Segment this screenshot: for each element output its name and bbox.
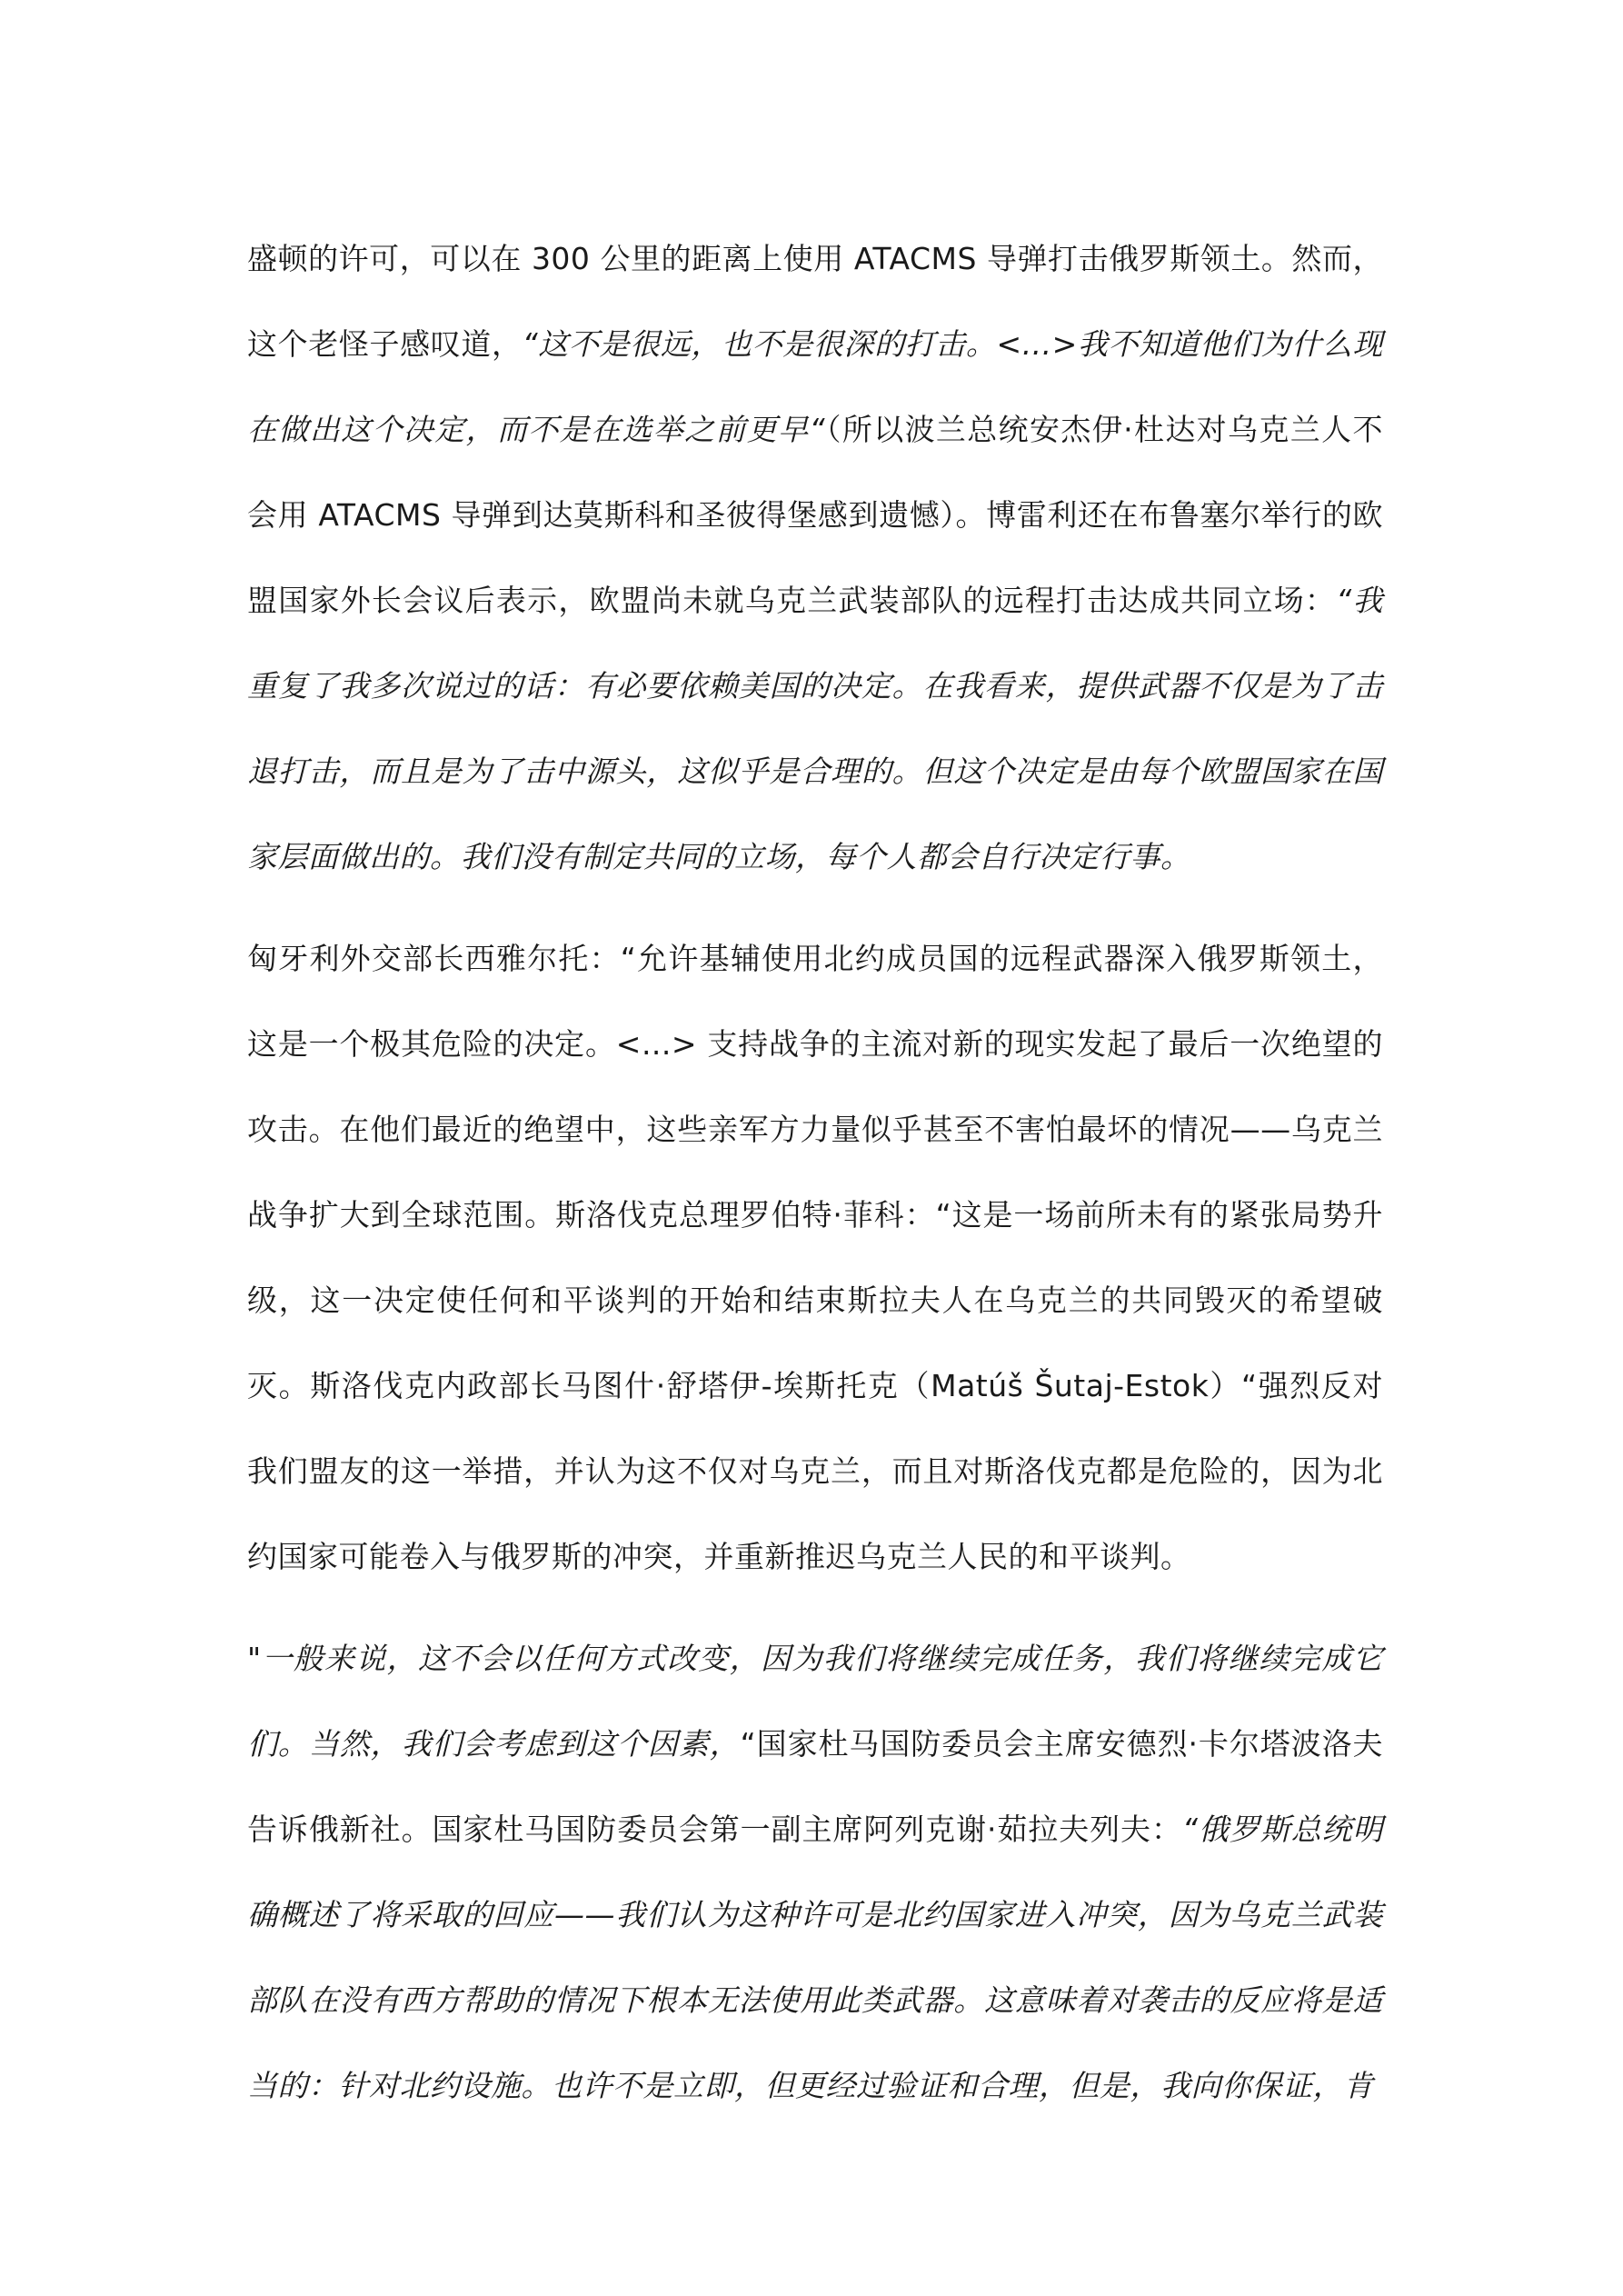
paragraph-2-text-1: 匈牙利外交部长西雅尔托：“允许基辅使用北约成员国的远程武器深入俄罗斯领土，这是一个极其危险的决定。<...> 支持战争的主流对新的现实发起了最后一次绝望的攻击。在他们最近的绝望中，这些亲军方力量似乎甚至不害怕最坏的情况——乌克兰战争扩大到全球范围。斯洛伐克总理罗伯特·菲科：“这是一场前所未有的紧张局势升级，这一决定使任何和平谈判的开始和结束斯拉夫人在乌克兰的共同毁灭的希望破灭。斯洛伐克内政部长马图什·舒塔伊-埃斯托克（Matúš Šutaj-Estok）“强烈反对我们盟友的这一举措，并认为这不仅对乌克兰，而且对斯洛伐克都是危险的，因为北约国家可能卷入与俄罗斯的冲突，并重新推迟乌克兰人民的和平谈判。 <box>247 941 1383 1574</box>
paragraph-3-quote-2: “俄罗斯总统明确概述了将采取的回应——我们认为这种许可是北约国家进入冲突，因为乌克兰武装部队在没有西方帮助的情况下根本无法使用此类武器。这意味着对袭击的反应将是适当的：针对北约设施。也许不是立即，但更经过验证和合理，但是，我向你保证，肯 <box>247 1812 1383 2103</box>
paragraph-1-text-2: （所以波兰总统安杰伊·杜达对乌克兰人不会用 ATACMS 导弹到达莫斯科和圣彼得堡感到遗憾）。博雷利还在布鲁塞尔举行的欧盟国家外长会议后表示，欧盟尚未就乌克兰武装部队的远程打击达成共同立场： <box>247 412 1383 618</box>
paragraph-1-quote-2: “我重复了我多次说过的话：有必要依赖美国的决定。在我看来，提供武器不仅是为了击退打击，而且是为了击中源头，这似乎是合理的。但这个决定是由每个欧盟国家在国家层面做出的。我们没有制定共同的立场，每个人都会自行决定行事。 <box>247 583 1384 874</box>
paragraph-3-text-1: “国家杜马国防委员会主席安德烈·卡尔塔波洛夫告诉俄新社。国家杜马国防委员会第一副主席阿列克谢·茹拉夫列夫： <box>247 1726 1384 1847</box>
paragraph-3-quote-1: 一般来说，这不会以任何方式改变，因为我们将继续完成任务，我们将继续完成它们。当然，我们会考虑到这个因素， <box>247 1641 1383 1762</box>
paragraph-1 <box>247 216 1383 900</box>
paragraph-3-open-quote: " <box>247 1641 262 1676</box>
article-body <box>247 216 1383 2129</box>
paragraph-3 <box>247 1616 1383 2129</box>
paragraph-1-text-1: 盛顿的许可，可以在 300 公里的距离上使用 ATACMS 导弹打击俄罗斯领土。然而，这个老怪子感叹道， <box>247 241 1383 362</box>
paragraph-2 <box>247 916 1383 1600</box>
paragraph-1-quote-1: “这不是很远，也不是很深的打击。<...>我不知道他们为什么现在做出这个决定，而不是在选举之前更早“ <box>247 326 1383 447</box>
